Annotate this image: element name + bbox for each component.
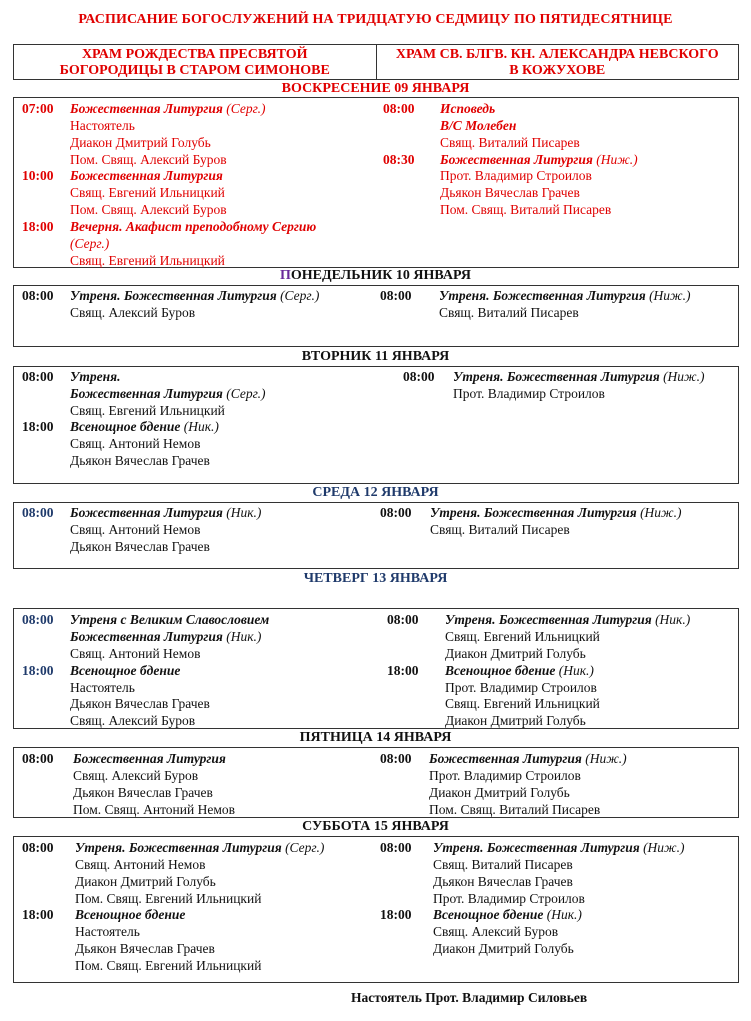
service-title: Утреня. Божественная Литургия (Ниж.) <box>433 840 685 855</box>
day-box-wednesday <box>13 502 739 569</box>
service-time: 08:00 <box>387 612 419 627</box>
clergy-name: Пом. Свящ. Алексий Буров <box>70 152 227 167</box>
service-title: Всенощное бдение <box>70 663 181 678</box>
service-time: 08:30 <box>383 152 415 167</box>
clergy-name: Свящ. Евгений Ильницкий <box>70 253 225 268</box>
clergy-name: Диакон Дмитрий Голубь <box>75 874 216 889</box>
service-title: Всенощное бдение (Ник.) <box>70 419 219 434</box>
clergy-name: Пом. Свящ. Виталий Писарев <box>440 202 612 217</box>
service-title: Всенощное бдение (Ник.) <box>445 663 594 678</box>
service-time: 18:00 <box>22 907 54 922</box>
service-title: Божественная Литургия <box>70 168 223 183</box>
day-box-tuesday <box>13 366 739 484</box>
clergy-name: Пом. Свящ. Виталий Писарев <box>429 802 601 817</box>
clergy-name: Настоятель <box>70 118 135 133</box>
service-time: 08:00 <box>22 840 54 855</box>
church-left-name: ХРАМ РОЖДЕСТВА ПРЕСВЯТОЙ БОГОРОДИЦЫ В СТАРОМ СИМОНОВЕ <box>59 47 330 78</box>
service-title: Божественная Литургия (Серг.) <box>70 101 266 116</box>
clergy-name: Дьякон Вячеслав Грачев <box>70 696 210 711</box>
service-title: Утреня с Великим Славословием <box>70 612 270 627</box>
service-time: 18:00 <box>380 907 412 922</box>
service-title: Божественная Литургия (Ниж.) <box>440 152 638 167</box>
clergy-name: Пом. Свящ. Антоний Немов <box>73 802 235 817</box>
clergy-name: Настоятель <box>70 680 135 695</box>
clergy-name: Прот. Владимир Строилов <box>453 386 605 401</box>
service-title: Божественная Литургия (Серг.) <box>70 386 266 401</box>
service-title: Утреня. Божественная Литургия (Серг.) <box>70 288 320 303</box>
page-title: РАСПИСАНИЕ БОГОСЛУЖЕНИЙ НА ТРИДЦАТУЮ СЕДМИЦУ ПО ПЯТИДЕСЯТНИЦЕ <box>78 12 673 27</box>
clergy-name: Свящ. Евгений Ильницкий <box>445 629 600 644</box>
day-heading-tuesday: ВТОРНИК 11 ЯНВАРЯ <box>301 349 450 364</box>
clergy-name: Свящ. Антоний Немов <box>70 522 201 537</box>
service-time: 08:00 <box>380 840 412 855</box>
service-time: 08:00 <box>22 751 54 766</box>
clergy-name: Свящ. Антоний Немов <box>75 857 206 872</box>
service-title: Исповедь <box>440 101 496 116</box>
service-time: 08:00 <box>22 369 54 384</box>
service-title: Вечерня. Акафист преподобному Сергию <box>70 219 317 234</box>
clergy-name: Свящ. Алексий Буров <box>433 924 559 939</box>
clergy-name: Свящ. Алексий Буров <box>73 768 199 783</box>
clergy-name: Настоятель <box>75 924 140 939</box>
service-title: Утреня. Божественная Литургия (Серг.) <box>75 840 325 855</box>
service-time: 18:00 <box>387 663 419 678</box>
clergy-name: Свящ. Виталий Писарев <box>439 305 579 320</box>
clergy-name: Свящ. Виталий Писарев <box>430 522 570 537</box>
clergy-name: Диакон Дмитрий Голубь <box>433 941 574 956</box>
day-heading-wednesday: СРЕДА 12 ЯНВАРЯ <box>312 485 439 500</box>
day-box-thursday <box>13 608 739 729</box>
clergy-name: Дьякон Вячеслав Грачев <box>75 941 215 956</box>
service-title: Утреня. Божественная Литургия (Ниж.) <box>453 369 705 384</box>
service-time: 10:00 <box>22 168 54 183</box>
clergy-name: Пом. Свящ. Евгений Ильницкий <box>75 958 262 973</box>
day-heading-saturday: СУББОТА 15 ЯНВАРЯ <box>302 819 449 834</box>
clergy-name: Свящ. Алексий Буров <box>70 713 196 728</box>
day-box-friday <box>13 747 739 818</box>
service-time: 08:00 <box>380 505 412 520</box>
service-time: 18:00 <box>22 663 54 678</box>
service-time: 08:00 <box>383 101 415 116</box>
day-box-monday <box>13 285 739 347</box>
service-title: Утреня. Божественная Литургия (Ник.) <box>445 612 691 627</box>
clergy-name: Свящ. Евгений Ильницкий <box>70 185 225 200</box>
clergy-name: Прот. Владимир Строилов <box>429 768 581 783</box>
clergy-name: Дьякон Вячеслав Грачев <box>433 874 573 889</box>
service-title: Всенощное бдение (Ник.) <box>433 907 582 922</box>
service-time: 08:00 <box>22 505 54 520</box>
service-title: Божественная Литургия (Ник.) <box>70 505 262 520</box>
clergy-name: Дьякон Вячеслав Грачев <box>70 453 210 468</box>
clergy-name: Диакон Дмитрий Голубь <box>70 135 211 150</box>
service-time: 08:00 <box>22 288 54 303</box>
service-time: 18:00 <box>22 419 54 434</box>
service-time: 08:00 <box>22 612 54 627</box>
day-box-sunday <box>13 97 739 268</box>
clergy-name: Прот. Владимир Строилов <box>433 891 585 906</box>
day-box-saturday <box>13 836 739 983</box>
service-title: Утреня. <box>70 369 121 384</box>
clergy-name: Свящ. Евгений Ильницкий <box>70 403 225 418</box>
clergy-name: Пом. Свящ. Евгений Ильницкий <box>75 891 262 906</box>
service-time: 08:00 <box>380 751 412 766</box>
clergy-name: Свящ. Антоний Немов <box>70 436 201 451</box>
service-title: Утреня. Божественная Литургия (Ниж.) <box>430 505 682 520</box>
service-time: 07:00 <box>22 101 54 116</box>
day-heading-friday: ПЯТНИЦА 14 ЯНВАРЯ <box>299 730 452 745</box>
church-right-name: ХРАМ СВ. БЛГВ. КН. АЛЕКСАНДРА НЕВСКОГО В КОЖУХОВЕ <box>376 45 739 79</box>
service-title: Утреня. Божественная Литургия (Ниж.) <box>439 288 691 303</box>
clergy-name: Свящ. Виталий Писарев <box>433 857 573 872</box>
service-time: 18:00 <box>22 219 54 234</box>
day-heading-sunday: ВОСКРЕСЕНИЕ 09 ЯНВАРЯ <box>281 81 470 96</box>
service-title: В/С Молебен <box>440 118 517 133</box>
service-title: Божественная Литургия <box>73 751 226 766</box>
clergy-name: Прот. Владимир Строилов <box>445 680 597 695</box>
clergy-name: Дьякон Вячеслав Грачев <box>440 185 580 200</box>
clergy-name: Прот. Владимир Строилов <box>440 168 592 183</box>
service-note: (Серг.) <box>70 236 110 251</box>
church-header <box>13 44 739 80</box>
service-title: Всенощное бдение <box>75 907 186 922</box>
day-heading-monday: ПОНЕДЕЛЬНИК 10 ЯНВАРЯ <box>280 268 471 283</box>
clergy-name: Дьякон Вячеслав Грачев <box>73 785 213 800</box>
service-time: 08:00 <box>403 369 435 384</box>
rector-signature: Настоятель Прот. Владимир Силовьев <box>351 990 588 1005</box>
clergy-name: Свящ. Алексий Буров <box>70 305 196 320</box>
clergy-name: Диакон Дмитрий Голубь <box>445 713 586 728</box>
service-time: 08:00 <box>380 288 412 303</box>
clergy-name: Свящ. Антоний Немов <box>70 646 201 661</box>
day-heading-thursday: ЧЕТВЕРГ 13 ЯНВАРЯ <box>303 571 448 586</box>
clergy-name: Свящ. Виталий Писарев <box>440 135 580 150</box>
clergy-name: Дьякон Вячеслав Грачев <box>70 539 210 554</box>
clergy-name: Свящ. Евгений Ильницкий <box>445 696 600 711</box>
clergy-name: Диакон Дмитрий Голубь <box>429 785 570 800</box>
clergy-name: Диакон Дмитрий Голубь <box>445 646 586 661</box>
service-title: Божественная Литургия (Ниж.) <box>429 751 627 766</box>
service-title: Божественная Литургия (Ник.) <box>70 629 262 644</box>
clergy-name: Пом. Свящ. Алексий Буров <box>70 202 227 217</box>
